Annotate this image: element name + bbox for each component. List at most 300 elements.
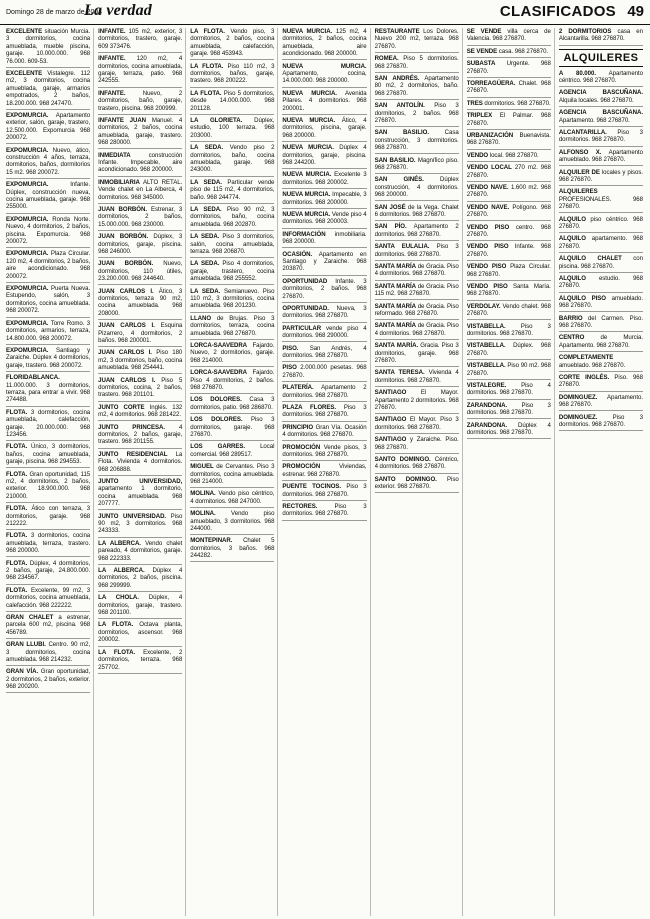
classified-ad <box>467 243 551 261</box>
classified-ad <box>6 505 90 530</box>
classified-ad <box>467 402 551 420</box>
ad-heading: DOMINGUEZ. <box>558 393 598 401</box>
ad-text: Piso 90 m2. 968 276870. <box>466 362 551 377</box>
ad-text: Apartamento. 968 276870. <box>558 393 643 409</box>
classified-ad <box>190 342 274 367</box>
classified-ad <box>375 389 459 414</box>
ad-text: dormitorios. 968 276870. <box>484 99 551 107</box>
ad-text: Gran oportunidad, 115 m2, 4 dormitorios, 2 baños, exterior. 18.900.000. 968 210000. <box>6 470 91 500</box>
ad-text: Apartamento, cocina, 14.000.000. 968 200000. <box>282 70 367 85</box>
ad-text: Piso 4 dormitorios. 968 276870. <box>466 381 551 397</box>
ad-text: Urgente. 968 276870. <box>466 60 551 75</box>
ad-heading: LA GLORIETA. <box>190 117 243 125</box>
classified-ad <box>282 231 366 249</box>
classified-ad <box>98 288 182 320</box>
ad-text: Piso exterior. 968 276870. <box>374 475 459 491</box>
classified-ad <box>375 102 459 127</box>
ad-column <box>559 28 646 916</box>
ad-text: Chalet. 968 276870. <box>466 79 551 95</box>
ad-heading: ALQUILER DE <box>558 168 600 176</box>
ad-text: villa cerca de Valencia. 968 276870. <box>466 28 551 43</box>
classified-ad <box>6 587 90 612</box>
classified-ad <box>375 223 459 241</box>
classified-ad <box>282 424 366 442</box>
classified-ad <box>559 394 643 412</box>
classified-ad <box>6 285 90 317</box>
classified-ad <box>190 463 274 488</box>
classified-ad <box>375 303 459 321</box>
ad-heading: OPORTUNIDAD. <box>282 305 329 313</box>
ad-heading: PARTICULAR <box>282 324 322 332</box>
classified-ad <box>375 416 459 434</box>
ad-text: Piso 180 m2, 3 dormitorios, baño, cocina amueblada. 968 254441. <box>98 349 183 372</box>
classified-ad <box>6 532 90 557</box>
ad-text: Centro. 90 m2, 3 dormitorios, cocina amueblada. 968 214232. <box>6 641 91 663</box>
ad-heading: NUEVA MURCIA. <box>282 28 333 35</box>
ad-heading: JUNTO RESIDENCIAL <box>98 450 168 458</box>
ad-text: Piso 3 dormitorios, 2 baños. 968 276870. <box>374 102 459 125</box>
ad-heading: EXPOMURCIA. <box>6 346 49 354</box>
ad-text: Apartamento exterior, salón, garaje, trastero, 12.500.000. Expomurcia 968 200072. <box>6 112 91 142</box>
ad-text: Vendo chalet. 968 276870. <box>466 302 551 318</box>
ad-text: 105 m2, exterior, 3 dormitorios, trastero, garaje. 609 373476. <box>98 28 183 50</box>
ad-heading: INFANTE. <box>98 55 126 63</box>
ad-heading: NUEVA MURCIA. <box>282 89 337 97</box>
ad-text: Nueva, 3 dormitorios. 968 276870. <box>282 305 367 320</box>
ad-text: Piso 110 m2, 3 dormitorios, baños, garaje, trastero. 968 200222. <box>190 62 275 85</box>
ad-text: Santiago y Zaraiche. Dúplex 4 dormitorios, garaje, trastero. 968 200072. <box>6 346 91 369</box>
classified-ad <box>6 70 90 110</box>
ad-text: 1.600 m2. 968 276870. <box>466 183 551 199</box>
ad-heading: SAN GINÉS. <box>374 176 424 184</box>
ad-text: El Mayor. Piso 3 dormitorios. 968 276870. <box>374 416 459 431</box>
ad-text: Apartamento céntrico. 968 276870. <box>558 69 643 85</box>
classified-ad <box>375 129 459 154</box>
classified-ad <box>375 456 459 474</box>
ad-heading: PROMOCIÓN <box>282 443 321 451</box>
ad-heading: BARRIO <box>558 314 583 322</box>
ad-heading: NUEVA MURCIA. <box>282 144 334 152</box>
ad-text: Plaza Circular. 120 m2, 4 dormitorios, 2 baños, aire acondicionado. 968 200072. <box>6 250 91 280</box>
classified-ad <box>282 503 366 521</box>
classified-ad <box>375 28 459 53</box>
ad-text: Piso 3 dormitorios. 968 276870. <box>558 413 643 428</box>
ad-text: Piso. 968 276870. <box>558 373 643 389</box>
ad-text: Dúplex 4 dormitorios. 968 276870. <box>466 421 551 436</box>
ad-text: Piso 3 dormitorios, salón, cocina amueblada, terraza. 968 206870. <box>190 233 275 256</box>
classified-ad <box>467 224 551 242</box>
ad-text: Manuel. 4 dormitorios, 2 baños, cocina amueblada, garaje, trastero. 968 280000. <box>98 117 183 147</box>
classified-ad <box>98 55 182 87</box>
ad-heading: SANTA MARÍA <box>374 263 417 270</box>
classified-ad <box>98 540 182 565</box>
ad-heading: ALQUILERES <box>558 188 598 196</box>
classified-ad <box>559 149 643 167</box>
ad-text: construcción Infante. Impecable, aire acondicionado. 968 200000. <box>98 151 183 174</box>
ad-heading: VENDO PISO <box>466 282 508 290</box>
ad-text: Santa María. 968 276870. <box>466 282 551 298</box>
ad-text: Apartamento 2 dormitorios. 968 276870. <box>374 223 459 238</box>
ad-text: PROFESIONALES. 968 276870. <box>558 195 643 211</box>
ad-heading: SANTO DOMINGO. <box>374 455 431 463</box>
classified-ad <box>559 275 643 293</box>
classified-ad <box>190 117 274 142</box>
ad-heading: SUBASTA <box>466 60 496 68</box>
ad-text: Nuevo, dormitorios, 110 útiles, 23.200.000. 968 244640. <box>98 260 183 283</box>
ad-text: de Gracia. Piso 115 m2. 968 276870. <box>374 282 459 298</box>
classified-ad <box>98 117 182 149</box>
ad-text: Único, 3 dormitorios, baños, cocina amueblada, garaje, piscina. 968 294553. <box>6 443 91 466</box>
classified-ad <box>467 80 551 98</box>
classified-ad <box>375 157 459 175</box>
classified-ad <box>375 263 459 281</box>
ad-heading: VENDO PISO <box>466 243 509 251</box>
ad-heading: SANTA MARÍA <box>374 302 417 310</box>
ad-heading: EXPOMURCIA. <box>6 250 49 258</box>
ad-text: situación Murcia. 3 dormitorios, cocina amueblada, mueble piscina, garaje. 10.000.000. 968 76.000. 609-53. <box>6 28 91 65</box>
classified-ad <box>190 416 274 441</box>
ad-heading: JUAN CARLOS I. <box>98 376 156 384</box>
ad-heading: FLOTA. <box>6 470 28 478</box>
ad-heading: AGENCIA BASCUÑANA. <box>558 109 643 117</box>
ad-heading: LA ALBERCA. <box>98 567 145 575</box>
ad-heading: TRES <box>466 99 483 107</box>
ad-text: amueblado. 968 276870. <box>558 361 626 369</box>
classified-ad <box>282 444 366 462</box>
classified-ad <box>282 90 366 115</box>
classified-ad <box>282 171 366 189</box>
ad-text: Piso 3 dormitorios. 968 276870. <box>558 129 643 144</box>
ad-heading: LA SEDA. <box>190 206 222 214</box>
ad-heading: JUAN CARLOS I. <box>98 349 152 357</box>
ad-heading: SANTA TERESA. <box>374 369 425 377</box>
ad-heading: VENDO NAVE. <box>466 203 510 211</box>
classified-ad <box>98 621 182 646</box>
ad-text: Apartamento 2 dormitorios. 968 276870. <box>282 384 367 399</box>
ad-text: Dúplex, 3 dormitorios, garaje, piscina. 968 246000. <box>98 233 183 256</box>
classified-ad <box>375 436 459 454</box>
ad-heading: VISTABELLA. <box>466 322 506 330</box>
ad-text: amueblado. 968 276870. <box>558 294 643 310</box>
ad-heading: EXCELENTE <box>6 28 43 35</box>
classified-ad <box>282 463 366 481</box>
ad-heading: FLOTA. <box>6 505 28 513</box>
ad-text: Chalet 5 dormitorios, 3 baños. 968 244282. <box>190 537 275 560</box>
ad-heading: OPORTUNIDAD <box>282 277 328 285</box>
classified-ad <box>190 63 274 88</box>
ad-text: Dúplex. 968 276870. <box>466 342 551 357</box>
ad-text: con piscina. 968 276870. <box>558 255 643 270</box>
classified-ad <box>467 204 551 222</box>
classified-ad <box>282 483 366 501</box>
ad-heading: VISTABELLA. <box>466 362 506 370</box>
classified-ad <box>6 443 90 468</box>
classified-ad <box>6 409 90 441</box>
ad-heading: LA SEDA. <box>190 233 220 241</box>
classified-ad <box>467 303 551 321</box>
classified-ad <box>98 377 182 402</box>
ad-heading: GRAN LLUBI. <box>6 641 46 649</box>
ad-text: Vende piso 4 dormitorios. 968 200003. <box>282 211 367 226</box>
ad-text: apartamento. 968 276870. <box>558 235 643 250</box>
ad-heading: LOS DOLORES. <box>190 416 243 424</box>
ad-heading: NUEVA MURCIA. <box>282 191 331 199</box>
ad-heading: LA FLOTA. <box>190 28 225 35</box>
ad-heading: FLOTA. <box>6 443 28 451</box>
classified-ad <box>6 216 90 248</box>
classified-ad <box>6 147 90 179</box>
ad-heading: SAN ANTOLÍN. <box>374 102 425 110</box>
ad-heading: SANTIAGO <box>374 436 407 444</box>
ad-text: Estrenar, 3 dormitorios, 2 baños, 15.000.000. 968 230000. <box>98 206 183 228</box>
ad-text: Gran Vía. Ocasión 4 dormitorios. 968 276870. <box>282 423 367 439</box>
classified-ad <box>467 112 551 130</box>
ad-heading: SANTA MARÍA <box>374 322 417 330</box>
ad-heading: PLATERÍA. <box>282 384 314 392</box>
ad-heading: SANTA EULALIA. <box>374 243 430 251</box>
ad-heading: ROMEA. <box>374 55 399 63</box>
classifieds-columns <box>6 28 646 916</box>
ad-text: 4 dormitorios, 2 baños, garaje, trastero. 968 201155. <box>98 423 183 446</box>
classified-ad <box>190 396 274 414</box>
classified-ad <box>6 560 90 585</box>
classified-ad <box>467 152 551 162</box>
ad-column <box>6 28 94 916</box>
ad-text: Apartamento amueblado. 968 276870. <box>558 148 643 164</box>
classified-ad <box>282 345 366 363</box>
ad-text: Excelente 3 dormitorios. 968 200002. <box>282 171 367 186</box>
ad-heading: JUNTO CORTE <box>98 403 145 411</box>
classified-ad <box>559 374 643 392</box>
ad-heading: LA ALBERCA. <box>98 539 141 547</box>
ad-text: 125 m2, 4 dormitorios, 2 baños, cocina amueblada, aire acondicionado. 968 200000. <box>282 28 367 58</box>
ad-text: Vivienda 4 dormitorios. 968 276870. <box>374 369 459 384</box>
ad-text: Vistalegre. 112 m2, 3 dormitorios, cocina amueblada, garaje, armarios empotrados, 2 baños, 18.200.000. 968 247470. <box>6 70 91 107</box>
ad-text: casa en Alcantarilla. 968 276870. <box>558 28 643 43</box>
ad-heading: URBANIZACIÓN <box>466 131 514 139</box>
classified-ad <box>98 349 182 374</box>
classified-ad <box>98 649 182 674</box>
classified-ad <box>559 354 643 372</box>
ad-heading: MOLINA. <box>190 490 216 498</box>
ad-heading: PROMOCIÓN <box>282 463 321 471</box>
ad-column <box>375 28 463 916</box>
ad-heading: CENTRO <box>558 334 585 342</box>
classified-ad <box>282 63 366 88</box>
ad-heading: JUNTO UNIVERSIDAD, <box>98 478 183 486</box>
ad-text: Casa 3 dormitorios, patio. 968 286870. <box>190 396 275 411</box>
classified-ad <box>282 364 366 382</box>
ad-text: Vendo chalet pareado, 4 dormitorios, garaje. 968 222333. <box>98 539 183 562</box>
classified-ad <box>6 112 90 144</box>
ad-heading: SAN BASILIO. <box>374 129 429 137</box>
ad-heading: SE VENDE <box>466 47 498 55</box>
section-title: CLASIFICADOS <box>499 3 616 20</box>
classified-ad <box>6 374 90 406</box>
ad-text: Gracia. Piso 3 dormitorios, garaje. 968 276870. <box>374 342 459 364</box>
ad-heading: MIGUEL <box>190 463 214 471</box>
classified-ad <box>282 384 366 402</box>
classified-ad <box>467 422 551 440</box>
classified-ad <box>282 251 366 276</box>
ad-text: Polígono. 968 276870. <box>466 203 551 219</box>
classified-ad <box>6 614 90 639</box>
classified-ad <box>467 382 551 400</box>
ad-heading: LA FLOTA. <box>190 89 222 97</box>
ad-text: Viviendas, estrenar. 968 276870. <box>282 463 367 478</box>
classified-ad <box>6 471 90 503</box>
ad-text: Plaza Circular. 968 276870. <box>466 263 551 278</box>
ad-text: Ático, 3 dormitorios, terraza 90 m2, cocina amueblada. 968 208000. <box>98 287 183 317</box>
ad-text: Apartamento 80 m2, 2 dormitorios, baño. 968 276870. <box>374 75 459 97</box>
ad-heading: INMEDIATA <box>98 151 131 159</box>
ad-heading: EXPOMURCIA. <box>6 146 49 154</box>
ad-text: de Gracia. Piso 4 dormitorios. 968 276870. <box>374 263 459 278</box>
ad-heading: SAN PÍO. <box>374 223 407 231</box>
classified-ad <box>559 89 643 107</box>
ad-text: Magnífico piso. 968 276870. <box>374 156 459 172</box>
classified-ad <box>98 260 182 285</box>
ad-text: Piso 3 dormitorios. 968 276870. <box>282 502 367 518</box>
classified-ad <box>282 278 366 303</box>
ad-heading: TRIPLEX <box>466 112 493 120</box>
ad-heading: FLOTA. <box>6 532 28 540</box>
classified-ad <box>282 144 366 169</box>
classified-ad <box>467 362 551 380</box>
ad-heading: LLANO <box>190 314 212 322</box>
classified-ad <box>375 204 459 222</box>
ad-text: Vende pisos, 3 dormitorios. 968 276870. <box>282 443 367 458</box>
classified-ad <box>467 323 551 341</box>
ad-heading: VISTABELLA. <box>466 342 506 350</box>
ad-heading: ALQUILO <box>558 235 586 243</box>
classified-ad <box>190 443 274 461</box>
ad-text: Semianuevo. Piso 110 m2, 3 dormitorios, cocina amueblada. 968 201230. <box>190 287 275 310</box>
ad-heading: MONTEPINAR. <box>190 537 233 545</box>
classified-ad <box>6 320 90 345</box>
ad-text: Dúplex, 4 dormitorios, garaje, trastero. 968 201100. <box>98 594 183 617</box>
ad-text: San Andrés, 4 dormitorios. 968 276870. <box>282 344 367 360</box>
ad-text: Infante. Dúplex, construcción nueva, cocina amueblada, garaje. 968 255000. <box>6 181 91 211</box>
ad-heading: LA CHOLA. <box>98 594 139 602</box>
ad-heading: NUEVA MURCIA. <box>282 62 367 70</box>
ad-heading: EXCELENTE <box>6 70 43 78</box>
classified-ad <box>190 369 274 394</box>
classified-ad <box>467 60 551 78</box>
classified-ad <box>98 233 182 258</box>
classified-ad <box>559 295 643 313</box>
classified-ad <box>282 305 366 323</box>
ad-text: centro. 968 276870. <box>466 223 551 238</box>
ad-heading: LA SEDA. <box>190 144 224 152</box>
classified-ad <box>559 188 643 213</box>
classified-ad <box>375 55 459 73</box>
ad-text: local. 968 276870. <box>489 151 539 159</box>
classified-ad <box>467 184 551 202</box>
ad-heading: MOLINA. <box>190 510 216 518</box>
classified-ad <box>467 164 551 182</box>
ad-text: Excelente, 2 dormitorios, terraza. 968 257702. <box>98 648 183 671</box>
ad-text: casa. 968 276870. <box>498 47 549 55</box>
ad-heading: SANTA MARÍA <box>374 282 417 290</box>
classified-ad <box>98 152 182 177</box>
ad-heading: ZARANDONA. <box>466 421 508 429</box>
ad-heading: RECTORES. <box>282 502 318 510</box>
ad-text: del Carmen. Piso. 968 276870. <box>558 314 643 329</box>
classified-ad <box>190 288 274 313</box>
classified-ad <box>6 668 90 693</box>
ad-text: Excelente, 99 m2, 3 dormitorios, cocina amueblada, calefacción. 968 222222. <box>6 586 91 609</box>
classified-ad <box>559 28 643 46</box>
classified-ad <box>375 176 459 201</box>
classified-ad <box>190 144 274 176</box>
issue-date: Domingo 28 de marzo de 2004 <box>6 9 103 16</box>
ad-text: Piso 90 m2, 3 dormitorios, baño, cocina amueblada. 968 202870. <box>190 206 275 228</box>
ad-heading: LA SEDA. <box>190 287 221 295</box>
classified-ad <box>98 424 182 449</box>
ad-heading: LA FLOTA. <box>98 648 136 656</box>
ad-text: ALTO RETAL. Vende chalet en La Alberca, 4 dormitorios. 968 345000. <box>98 178 183 201</box>
ad-heading: INFANTE. <box>98 89 126 97</box>
ad-text: Gran oportunidad, 2 dormitorios, 2 baños, exterior. 968 200200. <box>6 668 91 691</box>
ad-heading: CORTE INGLÉS. <box>558 373 610 381</box>
classified-ad <box>467 28 551 46</box>
ad-heading: FLOTA. <box>6 408 28 416</box>
classified-ad <box>190 490 274 508</box>
classified-ad <box>98 322 182 347</box>
ad-text: Piso 5 dormitorios, cocina, 2 baños, trastero. 968 201101. <box>98 376 183 399</box>
ad-text: 11.000.000. 3 dormitorios, terraza, para entrar a vivir. 968 274488. <box>6 381 91 404</box>
classified-ad <box>6 250 90 282</box>
classified-ad <box>375 476 459 494</box>
classified-ad <box>375 243 459 261</box>
ad-heading: INFORMACIÓN <box>282 230 326 238</box>
ad-heading: EXPOMURCIA. <box>6 285 49 293</box>
classified-ad <box>98 90 182 115</box>
ad-heading: JUAN CARLOS I. <box>98 287 154 295</box>
ad-text: Vendo piso 2 dormitorios, baño, cocina amueblada, garaje. 968 243000. <box>190 144 275 174</box>
ad-text: piso céntrico. 968 276870. <box>558 215 643 230</box>
ad-heading: COMPLETAMENTE <box>558 354 614 362</box>
classified-ad <box>282 211 366 229</box>
ad-heading: INFANTE JUAN <box>98 117 147 125</box>
ad-text: El Palmar. 968 276870. <box>466 112 551 127</box>
ad-heading: LA FLOTA. <box>98 621 134 629</box>
ad-heading: LOS GARRES. <box>190 443 246 451</box>
ad-text: Dúplex, estudio, 100 terraza. 968 203000. <box>190 117 275 139</box>
ad-heading: ALFONSO X. <box>558 148 602 156</box>
classified-ad <box>375 75 459 100</box>
ad-text: Fajardo. Nuevo, 2 dormitorios, garaje. 968 214000. <box>190 342 275 364</box>
ad-text: Vendo piso céntrico, 4 dormitorios. 968 247000. <box>190 490 275 505</box>
ad-text: Los Dolores. Nuevo 200 m2, terraza. 968 276870. <box>374 28 459 50</box>
ad-heading: LA FLOTA. <box>190 62 224 70</box>
ad-text: Ático con terraza, 3 dormitorios, garaje. 968 212222. <box>6 505 91 527</box>
classified-ad <box>559 129 643 147</box>
ad-text: Piso 3 dormitorios. 968 276870. <box>282 483 367 498</box>
classified-ad <box>98 206 182 231</box>
ad-heading: NUEVA MURCIA. <box>282 211 331 219</box>
ad-heading: RESTAURANTE <box>374 28 420 35</box>
classified-ad <box>375 342 459 367</box>
classified-ad <box>282 325 366 343</box>
ad-text: 3 dormitorios, cocina amueblada, terraza, trastero. 968 200000. <box>6 532 91 555</box>
classified-ad <box>375 369 459 387</box>
section-heading: ALQUILERES <box>559 49 643 67</box>
ad-heading: ALQUILO <box>558 274 586 282</box>
ad-heading: EXPOMURCIA. <box>6 319 49 327</box>
ad-heading: ALQUILO PISO <box>558 294 606 302</box>
